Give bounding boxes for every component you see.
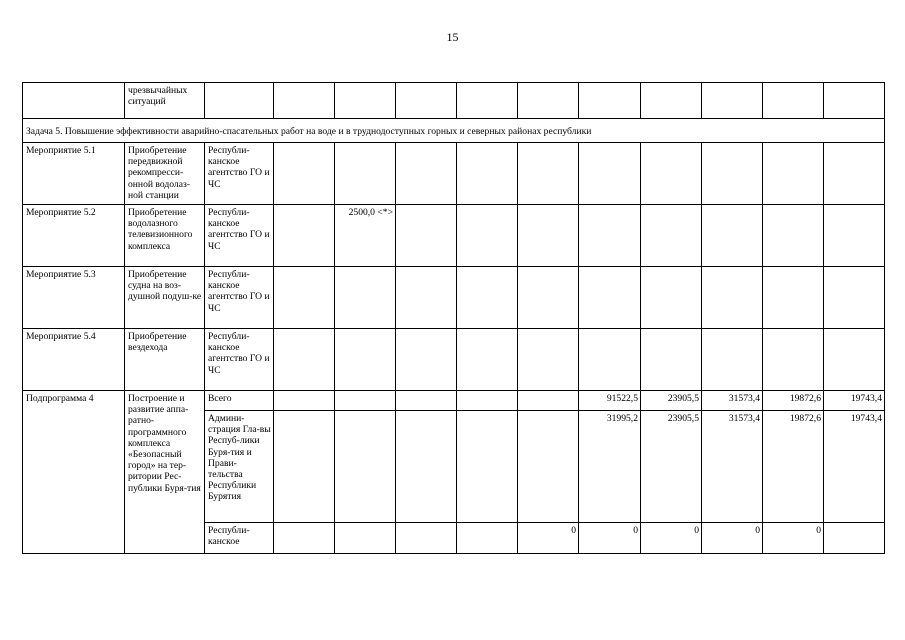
cell-value	[824, 329, 885, 391]
cell-name: Приобретение судна на воз-душной подуш-ке	[125, 267, 205, 329]
cell-value	[824, 143, 885, 205]
table-row	[23, 329, 885, 391]
cell-executor: Админи-страция Гла-вы Респуб-лики Буря-тия и Прави-тельства Республики Бурятия	[205, 411, 274, 523]
cell-value	[335, 143, 396, 205]
cell-value	[579, 267, 641, 329]
cell-measure: Мероприятие 5.2	[23, 205, 125, 267]
task-title: Задача 5. Повышение эффективности аварийно-спасательных работ на воде и в труднодоступных горных и северных районах республики	[23, 119, 885, 143]
table-row	[23, 205, 885, 267]
cell-value	[274, 267, 335, 329]
cell-value	[335, 83, 396, 119]
cell-value	[641, 329, 702, 391]
cell-value: 0	[763, 523, 824, 554]
cell-executor: Республи-канское	[205, 523, 274, 554]
cell-value	[702, 329, 763, 391]
cell-value	[396, 83, 457, 119]
cell-value	[457, 267, 518, 329]
cell-name: Приобретение водолазного телевизионного комплекса	[125, 205, 205, 267]
cell-value	[579, 205, 641, 267]
cell-value	[518, 329, 579, 391]
cell-value: 0	[518, 523, 579, 554]
cell-value	[457, 143, 518, 205]
cell-value	[824, 523, 885, 554]
cell-measure	[23, 83, 125, 119]
cell-value	[274, 205, 335, 267]
cell-name: Построение и развитие аппа-ратно-программного комплекса «Безопасный город» на тер-ритории Рес-публики Буря-тия	[125, 391, 205, 554]
cell-value	[579, 143, 641, 205]
cell-measure: Подпрограмма 4	[23, 391, 125, 554]
cell-value	[457, 83, 518, 119]
cell-value	[824, 83, 885, 119]
cell-value	[518, 83, 579, 119]
cell-value	[335, 391, 396, 411]
cell-value: 31995,2	[579, 411, 641, 523]
cell-value	[335, 523, 396, 554]
table-row	[23, 143, 885, 205]
cell-name: чрезвычайных ситуаций	[125, 83, 205, 119]
page-number: 15	[446, 30, 459, 44]
cell-value	[702, 83, 763, 119]
cell-value	[763, 205, 824, 267]
cell-executor: Республи-канское агентство ГО и ЧС	[205, 267, 274, 329]
cell-value	[457, 391, 518, 411]
cell-value	[274, 329, 335, 391]
cell-value	[702, 205, 763, 267]
cell-value: 0	[641, 523, 702, 554]
cell-value: 0	[579, 523, 641, 554]
cell-value: 2500,0 <*>	[335, 205, 396, 267]
cell-value	[641, 267, 702, 329]
cell-value: 23905,5	[641, 391, 702, 411]
cell-value	[396, 143, 457, 205]
task-row	[23, 119, 885, 143]
cell-value	[274, 411, 335, 523]
cell-name: Приобретение вездехода	[125, 329, 205, 391]
cell-value	[518, 143, 579, 205]
cell-value: 19872,6	[763, 411, 824, 523]
cell-name: Приобретение передвижной рекомпресси-онной водолаз-ной станции	[125, 143, 205, 205]
cell-executor: Всего	[205, 391, 274, 411]
cell-measure: Мероприятие 5.1	[23, 143, 125, 205]
cell-value	[763, 83, 824, 119]
cell-value: 19743,4	[824, 391, 885, 411]
cell-value: 31573,4	[702, 391, 763, 411]
cell-value	[335, 411, 396, 523]
cell-value	[396, 329, 457, 391]
cell-value	[824, 267, 885, 329]
cell-value	[763, 267, 824, 329]
cell-value	[579, 83, 641, 119]
cell-value	[457, 205, 518, 267]
cell-value	[518, 205, 579, 267]
cell-value	[274, 523, 335, 554]
cell-executor: Республи-канское агентство ГО и ЧС	[205, 329, 274, 391]
cell-value	[396, 523, 457, 554]
cell-value	[274, 83, 335, 119]
table-row	[23, 391, 885, 411]
cell-value	[335, 267, 396, 329]
cell-value	[457, 329, 518, 391]
cell-value	[579, 329, 641, 391]
cell-value: 19872,6	[763, 391, 824, 411]
cell-measure: Мероприятие 5.3	[23, 267, 125, 329]
cell-value	[457, 411, 518, 523]
cell-value	[274, 143, 335, 205]
cell-value	[518, 267, 579, 329]
cell-value: 0	[702, 523, 763, 554]
cell-value	[396, 391, 457, 411]
cell-value: 23905,5	[641, 411, 702, 523]
cell-value	[702, 267, 763, 329]
cell-executor: Республи-канское агентство ГО и ЧС	[205, 205, 274, 267]
cell-value	[274, 391, 335, 411]
cell-executor: Республи-канское агентство ГО и ЧС	[205, 143, 274, 205]
budget-table	[22, 82, 885, 554]
cell-value	[457, 523, 518, 554]
cell-value	[396, 267, 457, 329]
cell-value: 31573,4	[702, 411, 763, 523]
cell-value	[641, 143, 702, 205]
table-row	[23, 267, 885, 329]
cell-value	[763, 329, 824, 391]
cell-value	[518, 411, 579, 523]
cell-value	[518, 391, 579, 411]
cell-value	[335, 329, 396, 391]
cell-value	[763, 143, 824, 205]
cell-value	[641, 205, 702, 267]
cell-value	[396, 205, 457, 267]
cell-value	[396, 411, 457, 523]
cell-value	[824, 205, 885, 267]
cell-value	[702, 143, 763, 205]
table-row	[23, 83, 885, 119]
cell-value: 91522,5	[579, 391, 641, 411]
cell-executor	[205, 83, 274, 119]
cell-measure: Мероприятие 5.4	[23, 329, 125, 391]
cell-value	[641, 83, 702, 119]
cell-value: 19743,4	[824, 411, 885, 523]
